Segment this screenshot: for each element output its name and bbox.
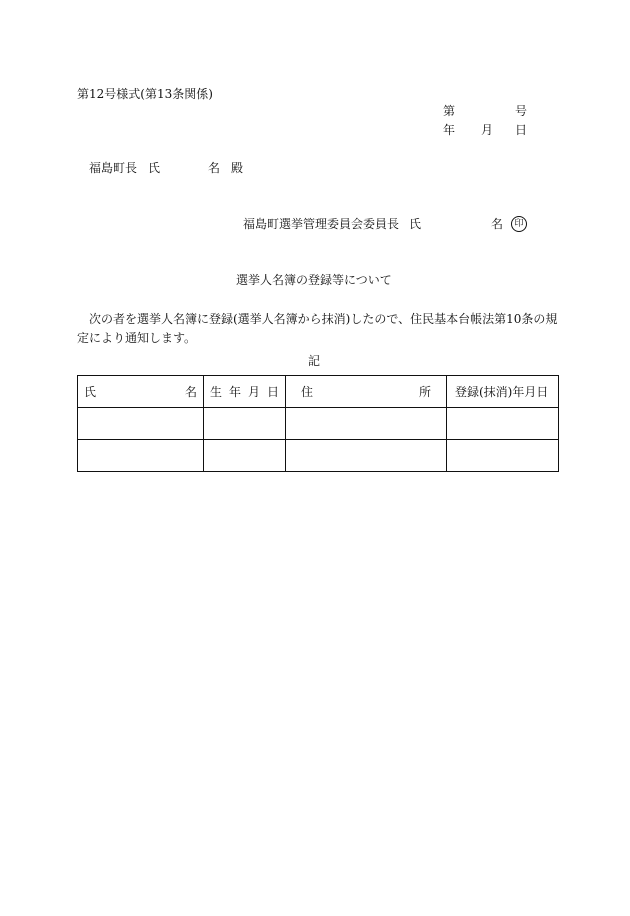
cell-address[interactable] — [286, 408, 447, 440]
date-day: 日 — [515, 123, 528, 137]
addressee-shi: 氏 — [148, 161, 161, 175]
addressee-title: 福島町長 — [89, 161, 138, 175]
cell-registration-date[interactable] — [447, 408, 559, 440]
document-subject: 選挙人名簿の登録等について — [236, 273, 392, 287]
header-address: 住 所 — [286, 376, 447, 408]
number-prefix: 第 — [443, 104, 456, 118]
sender-shi: 氏 — [409, 217, 422, 231]
header-registration-date: 登録(抹消)年月日 — [447, 376, 559, 408]
header-birthdate: 生 年 月 日 — [204, 376, 286, 408]
sender-mei: 名 — [491, 217, 504, 231]
form-reference: 第12号様式(第13条関係) — [77, 87, 213, 101]
cell-name[interactable] — [78, 408, 204, 440]
table-row — [78, 440, 559, 472]
cell-name[interactable] — [78, 440, 204, 472]
body-line-1: 次の者を選挙人名簿に登録(選挙人名簿から抹消)したので、住民基本台帳法第10条の規 — [89, 312, 558, 326]
table-header-row — [78, 376, 559, 408]
body-line-2: 定により通知します。 — [77, 331, 197, 345]
sender-title: 福島町選挙管理委員会委員長 — [243, 217, 400, 231]
addressee-mei: 名 — [208, 161, 221, 175]
seal-mark: 印 — [511, 216, 527, 232]
date-month: 月 — [481, 123, 494, 137]
cell-birthdate[interactable] — [204, 440, 286, 472]
number-suffix: 号 — [515, 104, 528, 118]
table-row — [78, 408, 559, 440]
record-label: 記 — [308, 354, 321, 368]
date-year: 年 — [443, 123, 456, 137]
header-name: 氏 名 — [78, 376, 204, 408]
cell-address[interactable] — [286, 440, 447, 472]
registration-table — [77, 375, 559, 472]
addressee-honorific: 殿 — [231, 161, 244, 175]
cell-registration-date[interactable] — [447, 440, 559, 472]
cell-birthdate[interactable] — [204, 408, 286, 440]
